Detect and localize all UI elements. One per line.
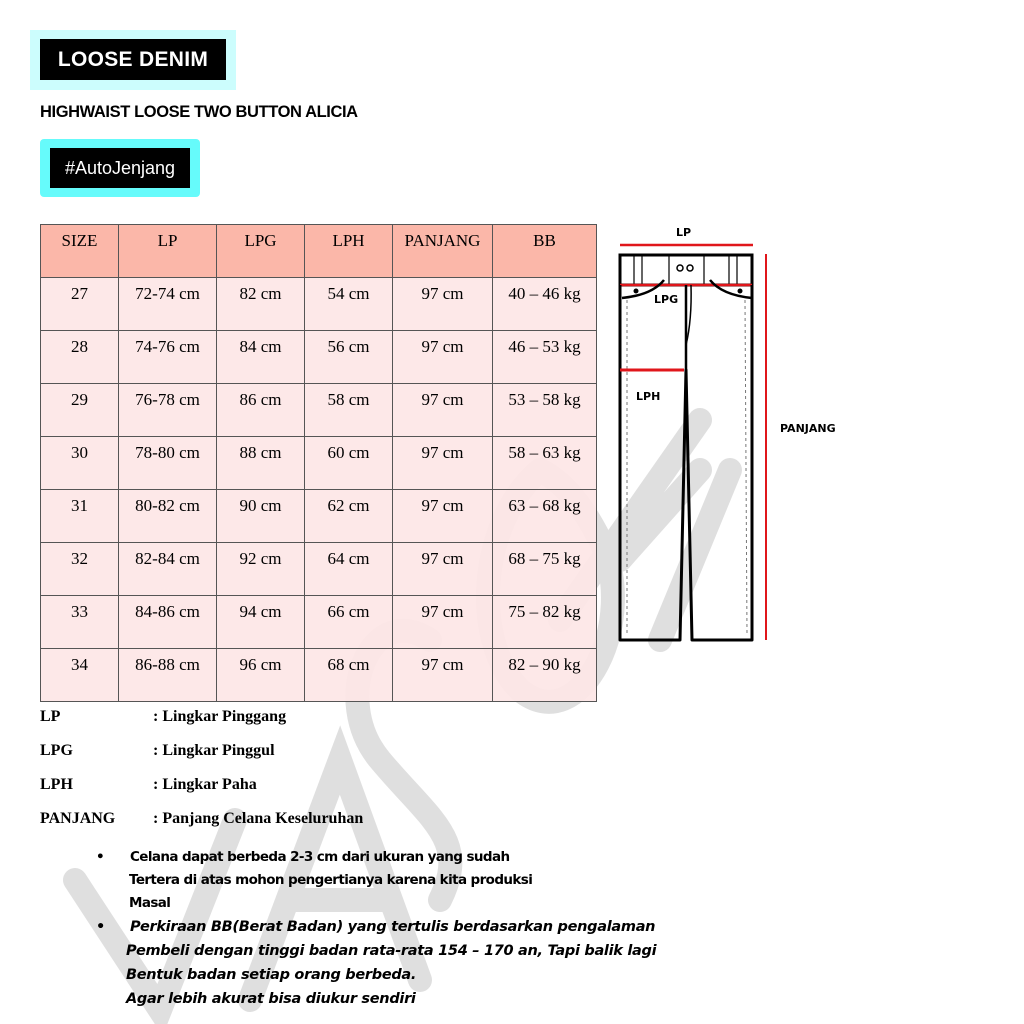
cell-lpg: 92 cm [217, 543, 305, 596]
legend-desc: : Lingkar Pinggang [153, 708, 287, 725]
cell-lph: 66 cm [305, 596, 393, 649]
cell-size: 28 [41, 331, 119, 384]
cell-bb: 53 – 58 kg [493, 384, 597, 437]
cell-bb: 75 – 82 kg [493, 596, 597, 649]
diagram-label-panjang: PANJANG [780, 422, 836, 435]
cell-lpg: 96 cm [217, 649, 305, 702]
cell-bb: 63 – 68 kg [493, 490, 597, 543]
cell-lpg: 84 cm [217, 331, 305, 384]
cell-size: 31 [41, 490, 119, 543]
column-header-lp: LP [119, 225, 217, 278]
table-row [41, 649, 597, 702]
table-row [41, 437, 597, 490]
table-row [41, 331, 597, 384]
cell-bb: 82 – 90 kg [493, 649, 597, 702]
legend-abbr: LPH [40, 776, 73, 793]
note-line: Tertera di atas mohon pengertianya karena kita produksi [129, 872, 533, 888]
column-header-lpg: LPG [217, 225, 305, 278]
note-line: Bentuk badan setiap orang berbeda. [126, 967, 417, 983]
cell-size: 33 [41, 596, 119, 649]
cell-lpg: 90 cm [217, 490, 305, 543]
cell-size: 27 [41, 278, 119, 331]
cell-size: 29 [41, 384, 119, 437]
cell-lph: 60 cm [305, 437, 393, 490]
note-item [92, 915, 656, 1011]
legend-desc: : Lingkar Paha [153, 776, 257, 793]
note-line: Masal [129, 895, 171, 911]
table-row [41, 596, 597, 649]
cell-lpg: 88 cm [217, 437, 305, 490]
product-name: HIGHWAIST LOOSE TWO BUTTON ALICIA [40, 103, 358, 121]
hashtag-label: #AutoJenjang [50, 148, 190, 188]
note-line: Perkiraan BB(Berat Badan) yang tertulis berdasarkan pengalaman [130, 919, 656, 935]
table-row [41, 543, 597, 596]
cell-panjang: 97 cm [393, 543, 493, 596]
legend-item [40, 776, 363, 810]
legend-item [40, 742, 363, 776]
table-row [41, 490, 597, 543]
cell-panjang: 97 cm [393, 596, 493, 649]
pants-diagram [612, 220, 852, 660]
bullet-icon: • [96, 849, 105, 865]
cell-lph: 62 cm [305, 490, 393, 543]
cell-lp: 84-86 cm [119, 596, 217, 649]
cell-lph: 56 cm [305, 331, 393, 384]
cell-bb: 40 – 46 kg [493, 278, 597, 331]
cell-bb: 68 – 75 kg [493, 543, 597, 596]
cell-lph: 64 cm [305, 543, 393, 596]
diagram-label-lp: LP [676, 226, 692, 239]
column-header-lph: LPH [305, 225, 393, 278]
cell-panjang: 97 cm [393, 490, 493, 543]
cell-lp: 74-76 cm [119, 331, 217, 384]
cell-panjang: 97 cm [393, 649, 493, 702]
cell-lp: 72-74 cm [119, 278, 217, 331]
legend-item [40, 810, 363, 844]
legend-item [40, 708, 363, 742]
size-table [40, 224, 597, 702]
cell-lp: 80-82 cm [119, 490, 217, 543]
cell-bb: 46 – 53 kg [493, 331, 597, 384]
table-row [41, 384, 597, 437]
cell-size: 32 [41, 543, 119, 596]
bullet-icon: • [96, 919, 105, 935]
note-line: Celana dapat berbeda 2-3 cm dari ukuran yang sudah [130, 849, 510, 865]
column-header-bb: BB [493, 225, 597, 278]
legend-abbr: LP [40, 708, 61, 725]
cell-size: 30 [41, 437, 119, 490]
cell-lp: 82-84 cm [119, 543, 217, 596]
note-item [92, 846, 656, 915]
cell-lph: 58 cm [305, 384, 393, 437]
abbreviation-legend [40, 708, 363, 844]
cell-lpg: 86 cm [217, 384, 305, 437]
waistband [620, 255, 752, 285]
legend-abbr: PANJANG [40, 810, 116, 827]
cell-lpg: 82 cm [217, 278, 305, 331]
legend-desc: : Panjang Celana Keseluruhan [153, 810, 364, 827]
cell-panjang: 97 cm [393, 437, 493, 490]
brand-label: LOOSE DENIM [40, 39, 226, 80]
cell-lph: 68 cm [305, 649, 393, 702]
cell-bb: 58 – 63 kg [493, 437, 597, 490]
diagram-label-lph: LPH [636, 390, 661, 403]
note-line: Pembeli dengan tinggi badan rata-rata 154 – 170 an, Tapi balik lagi [126, 943, 657, 959]
legend-desc: : Lingkar Pinggul [153, 742, 275, 759]
legend-abbr: LPG [40, 742, 73, 759]
cell-lp: 76-78 cm [119, 384, 217, 437]
cell-lpg: 94 cm [217, 596, 305, 649]
table-header-row [41, 225, 597, 278]
column-header-size: SIZE [41, 225, 119, 278]
diagram-label-lpg: LPG [654, 293, 679, 306]
note-line: Agar lebih akurat bisa diukur sendiri [126, 991, 416, 1007]
table-row [41, 278, 597, 331]
cell-size: 34 [41, 649, 119, 702]
button-icon [677, 265, 683, 271]
cell-panjang: 97 cm [393, 331, 493, 384]
cell-lph: 54 cm [305, 278, 393, 331]
column-header-panjang: PANJANG [393, 225, 493, 278]
cell-panjang: 97 cm [393, 278, 493, 331]
notes-list [92, 846, 656, 1011]
cell-panjang: 97 cm [393, 384, 493, 437]
cell-lp: 78-80 cm [119, 437, 217, 490]
button-icon [687, 265, 693, 271]
cell-lp: 86-88 cm [119, 649, 217, 702]
